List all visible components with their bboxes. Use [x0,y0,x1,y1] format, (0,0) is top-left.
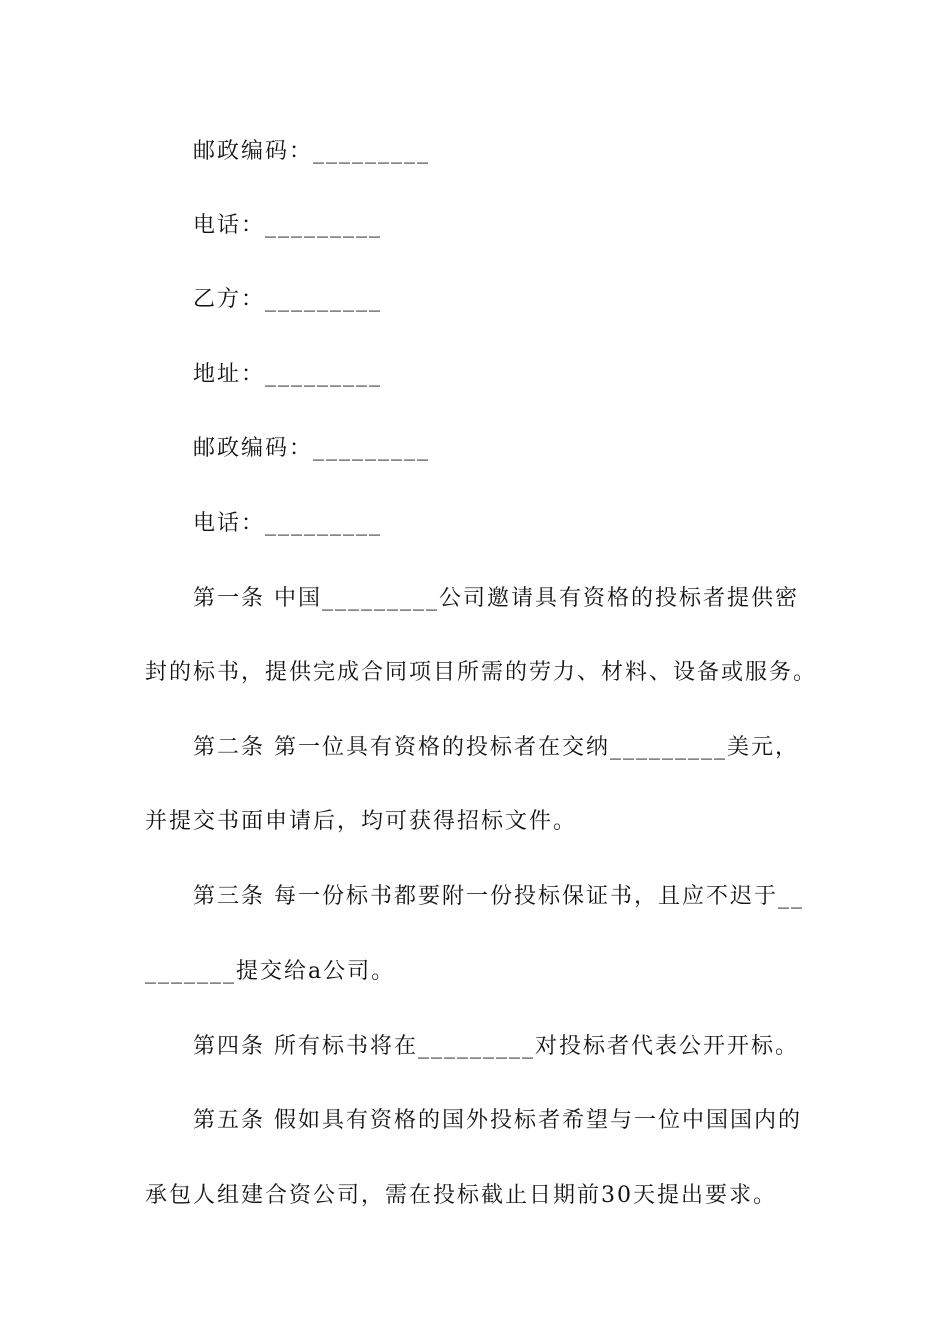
article-5-line-1: 第五条 假如具有资格的国外投标者希望与一位中国国内的 [193,1108,802,1133]
article-2-line-1: 第二条 第一位具有资格的投标者在交纳_________美元， [193,735,799,760]
article-1-line-2: 封的标书，提供完成合同项目所需的劳力、材料、设备或服务。 [145,660,818,685]
article-4-line-1: 第四条 所有标书将在_________对投标者代表公开开标。 [193,1034,799,1059]
party-b-address: 地址：_________ [193,362,383,387]
article-2-line-2: 并提交书面申请后，均可获得招标文件。 [145,809,578,834]
party-a-phone: 电话：_________ [193,213,383,238]
article-3-line-2: _______提交给a公司。 [145,959,396,984]
party-b-name: 乙方：_________ [193,287,383,312]
party-a-postal-code: 邮政编码：_________ [193,139,431,164]
party-b-phone: 电话：_________ [193,511,383,536]
article-1-line-1: 第一条 中国_________公司邀请具有资格的投标者提供密 [193,586,799,611]
article-3-line-1: 第三条 每一份标书都要附一份投标保证书，且应不迟于__ [193,884,804,909]
party-b-postal-code: 邮政编码：_________ [193,436,431,461]
article-5-line-2: 承包人组建合资公司，需在投标截止日期前30天提出要求。 [145,1183,777,1208]
